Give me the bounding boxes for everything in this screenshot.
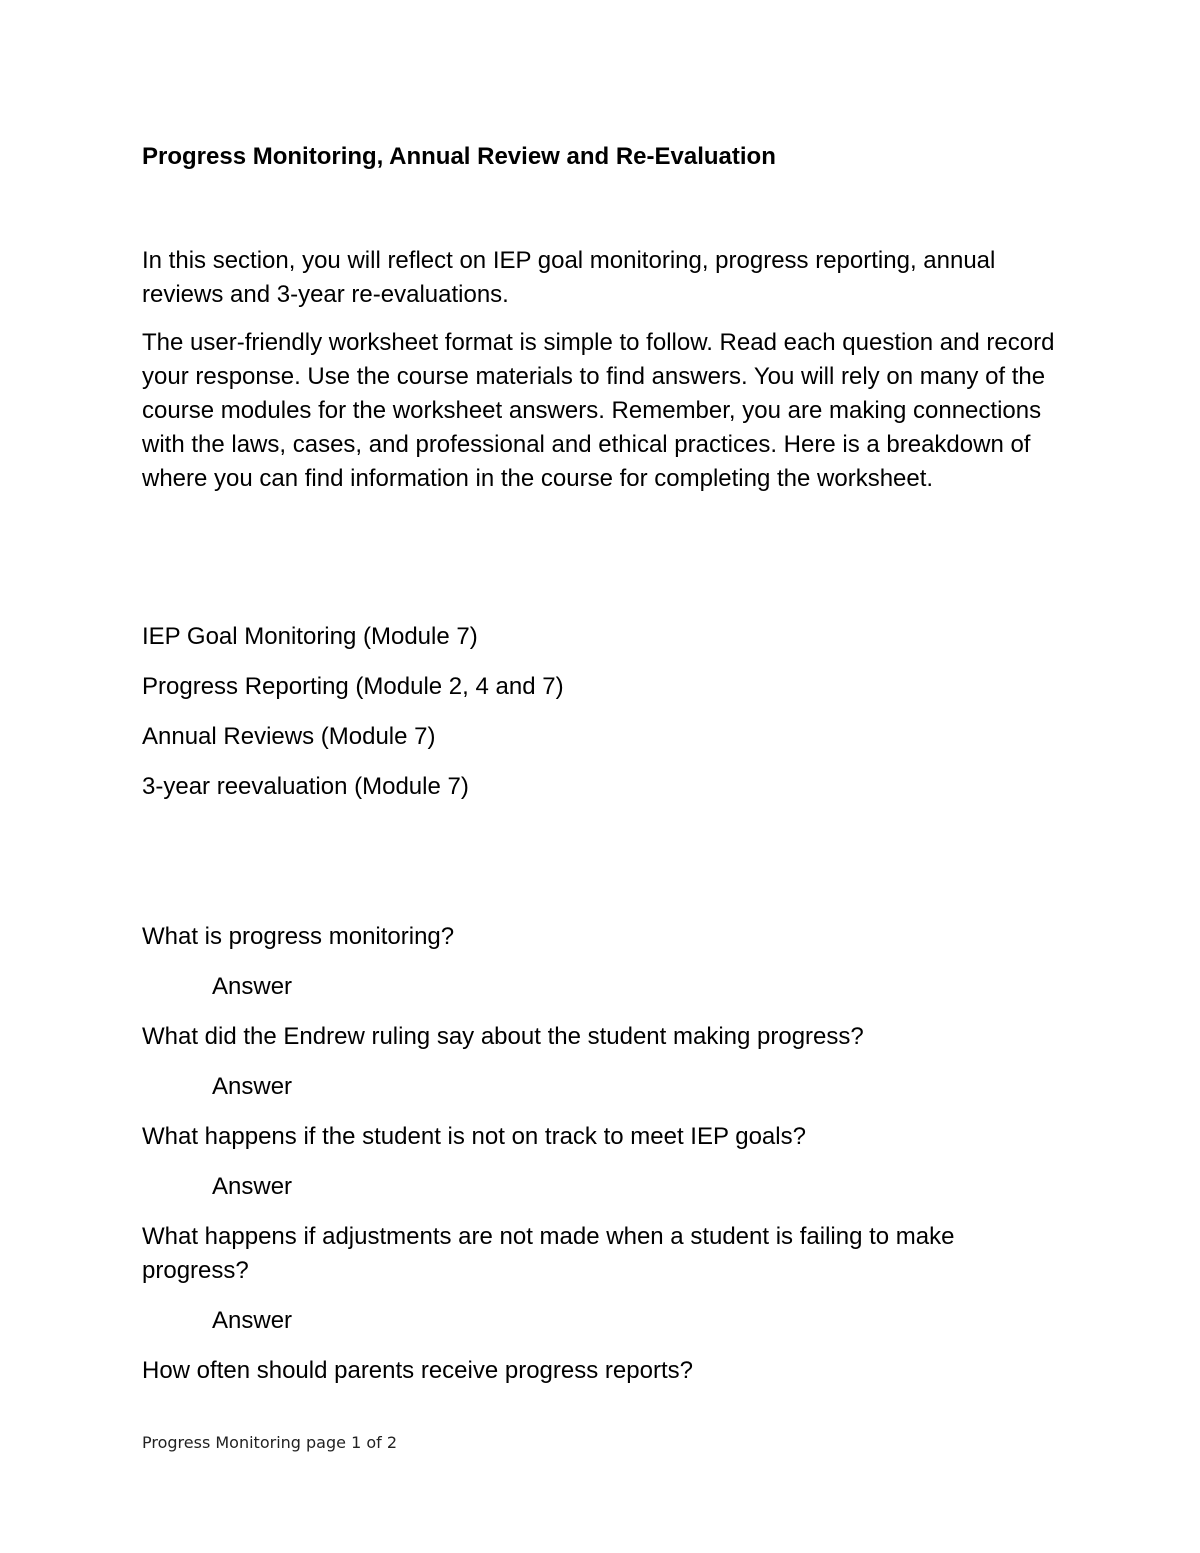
answer-field[interactable]: Answer [212,1173,293,1200]
question-text: What is progress monitoring? [142,923,455,950]
document-body [142,140,1062,1388]
instructions-paragraph: The user-friendly worksheet format is simple to follow. Read each question and record your response. Use the course materials to find answers. You will rely on many of the course modules for the worksheet answers. Remember, you are making connections with the laws, cases, and professional and ethical practices. Here is a breakdown of where you can find information in the course for completing the worksheet. [142,329,1055,492]
document-title: Progress Monitoring, Annual Review and Re-Evaluation [142,143,776,170]
question-list [142,920,1062,1388]
question-text: How often should parents receive progress reports? [142,1357,693,1384]
answer-field[interactable]: Answer [212,1307,293,1334]
answer-field[interactable]: Answer [212,973,293,1000]
module-item: IEP Goal Monitoring (Module 7) [142,623,478,650]
module-item: 3-year reevaluation (Module 7) [142,773,469,800]
question-text: What happens if the student is not on track to meet IEP goals? [142,1123,806,1150]
question-text: What did the Endrew ruling say about the student making progress? [142,1023,864,1050]
module-item: Annual Reviews (Module 7) [142,723,436,750]
module-list [142,620,1062,804]
answer-field[interactable]: Answer [212,1073,293,1100]
page-footer: Progress Monitoring page 1 of 2 [142,1433,398,1452]
question-text: What happens if adjustments are not made when a student is failing to make progress? [142,1223,955,1284]
intro-paragraph: In this section, you will reflect on IEP goal monitoring, progress reporting, annual reviews and 3-year re-evaluations. [142,247,996,308]
module-item: Progress Reporting (Module 2, 4 and 7) [142,673,564,700]
